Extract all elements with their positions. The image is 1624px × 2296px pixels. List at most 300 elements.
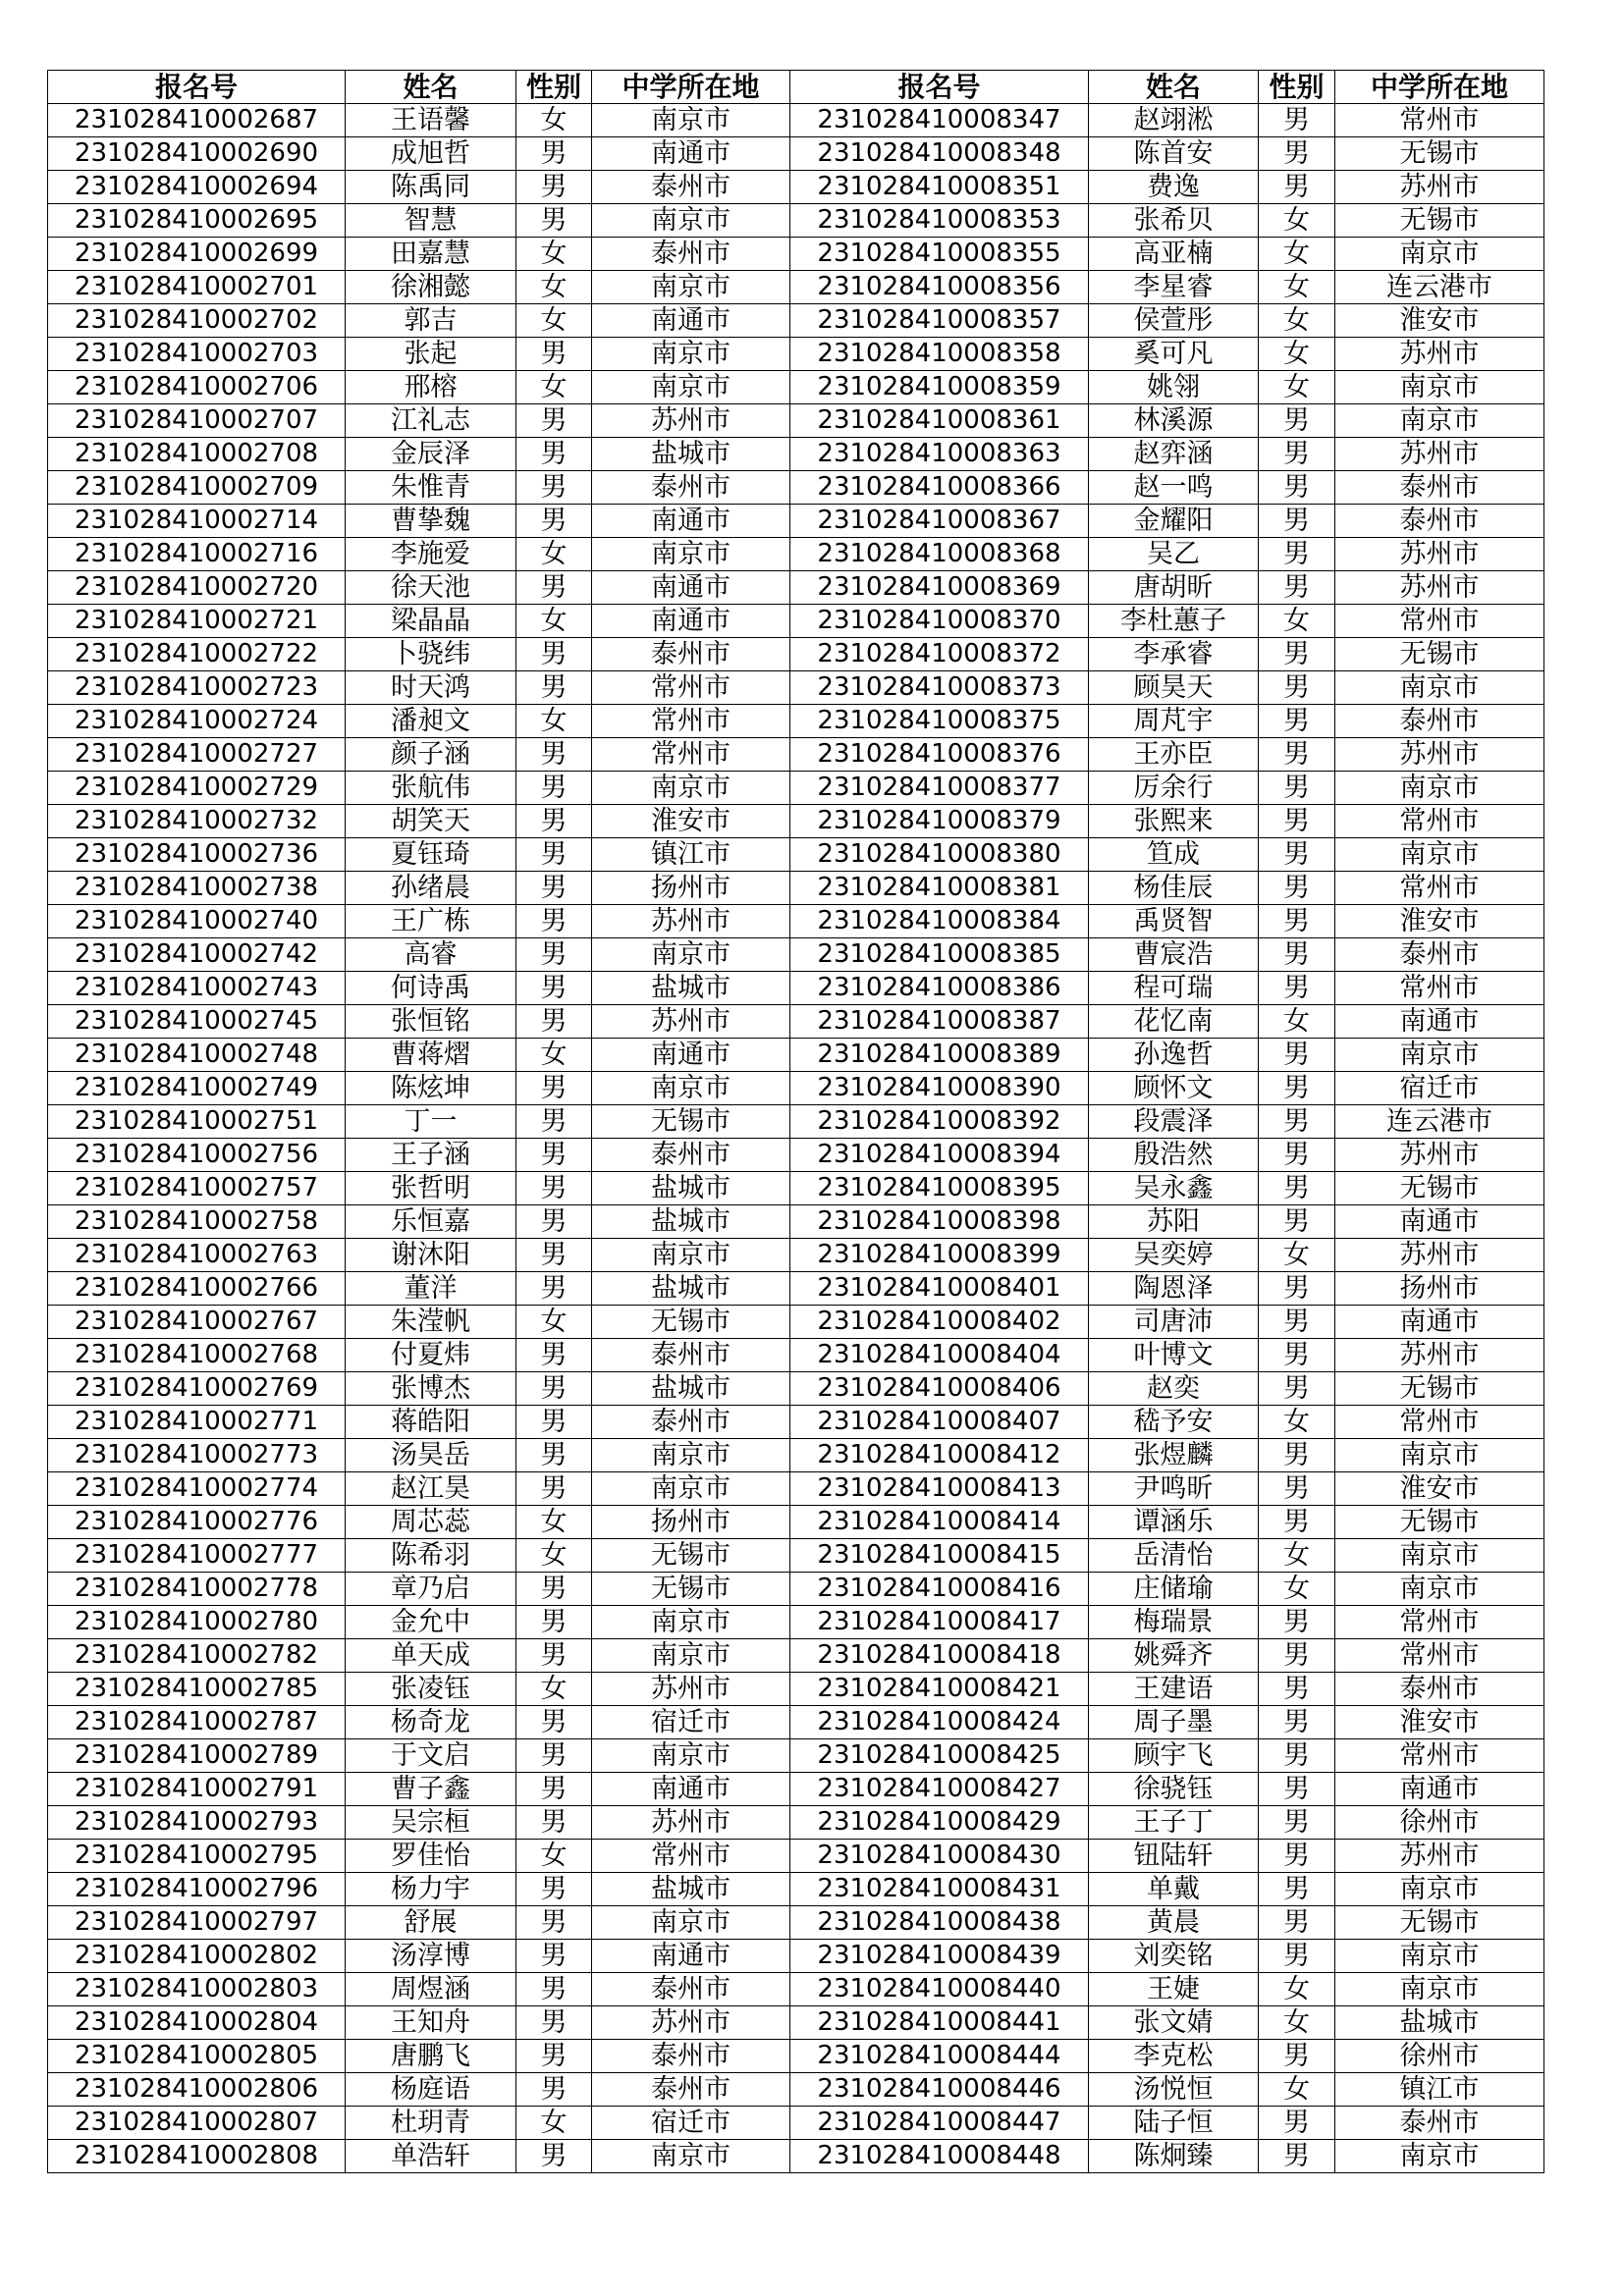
table-row <box>48 1306 1544 1339</box>
cell-gender: 女 <box>516 371 592 404</box>
cell-school-location: 连云港市 <box>1335 1105 1544 1139</box>
cell-registration-number: 231028410008351 <box>790 171 1089 204</box>
cell-gender: 女 <box>1259 2006 1335 2040</box>
cell-gender: 男 <box>516 505 592 538</box>
cell-gender: 男 <box>1259 104 1335 137</box>
cell-name: 高亚楠 <box>1089 238 1259 271</box>
cell-name: 梁晶晶 <box>346 605 516 638</box>
cell-gender: 男 <box>516 1272 592 1306</box>
cell-gender: 男 <box>1259 772 1335 805</box>
cell-registration-number: 231028410002687 <box>48 104 346 137</box>
cell-registration-number: 231028410008404 <box>790 1339 1089 1372</box>
cell-name: 周芯蕊 <box>346 1506 516 1539</box>
table-row <box>48 772 1544 805</box>
cell-name: 杨力宇 <box>346 1873 516 1906</box>
table-row <box>48 571 1544 605</box>
cell-name: 赵一鸣 <box>1089 471 1259 505</box>
cell-registration-number: 231028410008358 <box>790 338 1089 371</box>
cell-gender: 男 <box>1259 1172 1335 1205</box>
cell-registration-number: 231028410008415 <box>790 1539 1089 1573</box>
cell-gender: 男 <box>516 471 592 505</box>
cell-gender: 男 <box>516 905 592 938</box>
table-row <box>48 171 1544 204</box>
cell-registration-number: 231028410002757 <box>48 1172 346 1205</box>
cell-gender: 男 <box>516 171 592 204</box>
cell-name: 吴宗桓 <box>346 1806 516 1840</box>
cell-school-location: 扬州市 <box>592 1506 790 1539</box>
cell-name: 章乃启 <box>346 1573 516 1606</box>
cell-gender: 女 <box>516 1673 592 1706</box>
cell-school-location: 苏州市 <box>1335 1239 1544 1272</box>
cell-school-location: 泰州市 <box>592 1973 790 2006</box>
cell-registration-number: 231028410002780 <box>48 1606 346 1639</box>
cell-school-location: 苏州市 <box>1335 338 1544 371</box>
cell-gender: 男 <box>516 438 592 471</box>
table-row <box>48 1406 1544 1439</box>
cell-name: 朱惟青 <box>346 471 516 505</box>
cell-gender: 女 <box>516 1539 592 1573</box>
cell-gender: 男 <box>516 772 592 805</box>
cell-school-location: 盐城市 <box>592 1372 790 1406</box>
cell-name: 舒展 <box>346 1906 516 1940</box>
table-row <box>48 1139 1544 1172</box>
table-row <box>48 1639 1544 1673</box>
cell-name: 花忆南 <box>1089 1005 1259 1039</box>
cell-name: 丁一 <box>346 1105 516 1139</box>
cell-registration-number: 231028410002729 <box>48 772 346 805</box>
cell-name: 夏钰琦 <box>346 838 516 872</box>
cell-name: 顾怀文 <box>1089 1072 1259 1105</box>
cell-school-location: 无锡市 <box>1335 1506 1544 1539</box>
cell-school-location: 南京市 <box>1335 772 1544 805</box>
cell-gender: 男 <box>516 2073 592 2107</box>
table-row <box>48 2140 1544 2173</box>
cell-gender: 男 <box>1259 1706 1335 1739</box>
cell-gender: 女 <box>516 271 592 304</box>
cell-school-location: 苏州市 <box>1335 538 1544 571</box>
cell-name: 王婕 <box>1089 1973 1259 2006</box>
cell-school-location: 泰州市 <box>1335 1673 1544 1706</box>
table-row <box>48 137 1544 171</box>
cell-name: 董洋 <box>346 1272 516 1306</box>
cell-gender: 女 <box>1259 304 1335 338</box>
cell-name: 李星睿 <box>1089 271 1259 304</box>
cell-gender: 男 <box>1259 1806 1335 1840</box>
cell-registration-number: 231028410002807 <box>48 2107 346 2140</box>
cell-gender: 男 <box>1259 638 1335 671</box>
cell-gender: 男 <box>1259 1339 1335 1372</box>
cell-gender: 女 <box>1259 2073 1335 2107</box>
cell-school-location: 泰州市 <box>1335 505 1544 538</box>
cell-school-location: 南通市 <box>592 137 790 171</box>
cell-school-location: 镇江市 <box>1335 2073 1544 2107</box>
cell-registration-number: 231028410008429 <box>790 1806 1089 1840</box>
cell-name: 费逸 <box>1089 171 1259 204</box>
cell-registration-number: 231028410002802 <box>48 1940 346 1973</box>
cell-gender: 女 <box>516 104 592 137</box>
cell-registration-number: 231028410002777 <box>48 1539 346 1573</box>
cell-school-location: 南京市 <box>592 1906 790 1940</box>
table-row <box>48 1873 1544 1906</box>
cell-name: 庄储瑜 <box>1089 1573 1259 1606</box>
cell-name: 谭涵乐 <box>1089 1506 1259 1539</box>
cell-name: 李施爱 <box>346 538 516 571</box>
cell-school-location: 淮安市 <box>1335 1706 1544 1739</box>
table-row <box>48 1072 1544 1105</box>
cell-name: 罗佳怡 <box>346 1840 516 1873</box>
cell-school-location: 扬州市 <box>592 872 790 905</box>
cell-gender: 女 <box>516 304 592 338</box>
table-row <box>48 1506 1544 1539</box>
table-row <box>48 1806 1544 1840</box>
cell-gender: 女 <box>516 1306 592 1339</box>
cell-name: 赵弈涵 <box>1089 438 1259 471</box>
cell-gender: 男 <box>516 872 592 905</box>
cell-gender: 男 <box>516 938 592 972</box>
cell-school-location: 南京市 <box>1335 1940 1544 1973</box>
table-row <box>48 1105 1544 1139</box>
cell-registration-number: 231028410002769 <box>48 1372 346 1406</box>
cell-gender: 男 <box>1259 1940 1335 1973</box>
cell-gender: 男 <box>516 1940 592 1973</box>
cell-school-location: 宿迁市 <box>592 1706 790 1739</box>
table-row <box>48 2006 1544 2040</box>
cell-name: 张希贝 <box>1089 204 1259 238</box>
cell-gender: 男 <box>516 338 592 371</box>
cell-gender: 男 <box>516 1005 592 1039</box>
header-row <box>48 71 1544 104</box>
cell-registration-number: 231028410002778 <box>48 1573 346 1606</box>
cell-name: 唐鹏飞 <box>346 2040 516 2073</box>
cell-registration-number: 231028410002706 <box>48 371 346 404</box>
cell-gender: 女 <box>1259 605 1335 638</box>
cell-registration-number: 231028410008361 <box>790 404 1089 438</box>
cell-school-location: 南通市 <box>1335 1773 1544 1806</box>
cell-gender: 男 <box>1259 404 1335 438</box>
cell-registration-number: 231028410002774 <box>48 1472 346 1506</box>
cell-gender: 女 <box>1259 238 1335 271</box>
cell-registration-number: 231028410002749 <box>48 1072 346 1105</box>
cell-registration-number: 231028410002756 <box>48 1139 346 1172</box>
cell-school-location: 泰州市 <box>1335 938 1544 972</box>
cell-school-location: 南通市 <box>1335 1005 1544 1039</box>
cell-registration-number: 231028410008402 <box>790 1306 1089 1339</box>
cell-name: 陶恩泽 <box>1089 1272 1259 1306</box>
cell-school-location: 盐城市 <box>1335 2006 1544 2040</box>
cell-name: 陈禹同 <box>346 171 516 204</box>
table-row <box>48 538 1544 571</box>
cell-gender: 男 <box>1259 838 1335 872</box>
cell-name: 曹子鑫 <box>346 1773 516 1806</box>
cell-name: 高睿 <box>346 938 516 972</box>
cell-name: 成旭哲 <box>346 137 516 171</box>
cell-name: 张凌钰 <box>346 1673 516 1706</box>
cell-name: 金允中 <box>346 1606 516 1639</box>
cell-gender: 男 <box>1259 705 1335 738</box>
cell-gender: 男 <box>1259 805 1335 838</box>
cell-registration-number: 231028410002767 <box>48 1306 346 1339</box>
table-row <box>48 1039 1544 1072</box>
table-row <box>48 1272 1544 1306</box>
cell-registration-number: 231028410008392 <box>790 1105 1089 1139</box>
cell-gender: 男 <box>516 137 592 171</box>
cell-school-location: 无锡市 <box>592 1105 790 1139</box>
cell-school-location: 南京市 <box>592 1606 790 1639</box>
cell-gender: 女 <box>1259 1406 1335 1439</box>
cell-name: 江礼志 <box>346 404 516 438</box>
cell-gender: 男 <box>516 1806 592 1840</box>
cell-school-location: 徐州市 <box>1335 2040 1544 2073</box>
cell-name: 吴永鑫 <box>1089 1172 1259 1205</box>
cell-school-location: 南京市 <box>1335 238 1544 271</box>
cell-name: 刘奕铭 <box>1089 1940 1259 1973</box>
cell-name: 汤昊岳 <box>346 1439 516 1472</box>
cell-school-location: 南京市 <box>592 204 790 238</box>
cell-gender: 男 <box>516 1472 592 1506</box>
cell-gender: 女 <box>516 2107 592 2140</box>
cell-school-location: 南京市 <box>1335 838 1544 872</box>
cell-gender: 男 <box>516 805 592 838</box>
cell-school-location: 泰州市 <box>1335 471 1544 505</box>
cell-school-location: 苏州市 <box>592 1806 790 1840</box>
cell-registration-number: 231028410008439 <box>790 1940 1089 1973</box>
cell-registration-number: 231028410002738 <box>48 872 346 905</box>
cell-registration-number: 231028410008407 <box>790 1406 1089 1439</box>
cell-gender: 女 <box>1259 338 1335 371</box>
table-row <box>48 204 1544 238</box>
cell-gender: 男 <box>516 738 592 772</box>
cell-registration-number: 231028410002703 <box>48 338 346 371</box>
cell-gender: 男 <box>516 1372 592 1406</box>
cell-registration-number: 231028410002763 <box>48 1239 346 1272</box>
cell-registration-number: 231028410008447 <box>790 2107 1089 2140</box>
cell-gender: 女 <box>1259 1005 1335 1039</box>
cell-registration-number: 231028410008355 <box>790 238 1089 271</box>
table-row <box>48 905 1544 938</box>
table-row <box>48 1673 1544 1706</box>
cell-name: 单浩轩 <box>346 2140 516 2173</box>
cell-school-location: 苏州市 <box>592 404 790 438</box>
cell-school-location: 无锡市 <box>592 1573 790 1606</box>
cell-name: 笪成 <box>1089 838 1259 872</box>
cell-name: 厉余行 <box>1089 772 1259 805</box>
cell-name: 禹贤智 <box>1089 905 1259 938</box>
table-row <box>48 1906 1544 1940</box>
cell-school-location: 苏州市 <box>1335 738 1544 772</box>
header-registration-number: 报名号 <box>48 71 346 104</box>
cell-gender: 女 <box>516 705 592 738</box>
cell-gender: 男 <box>1259 872 1335 905</box>
cell-school-location: 南通市 <box>592 505 790 538</box>
cell-school-location: 南通市 <box>1335 1205 1544 1239</box>
table-row <box>48 605 1544 638</box>
cell-name: 程可瑞 <box>1089 972 1259 1005</box>
table-row <box>48 1773 1544 1806</box>
cell-registration-number: 231028410002695 <box>48 204 346 238</box>
cell-school-location: 南京市 <box>592 1072 790 1105</box>
cell-gender: 男 <box>1259 1840 1335 1873</box>
cell-school-location: 泰州市 <box>592 2073 790 2107</box>
cell-gender: 男 <box>516 1205 592 1239</box>
table-row <box>48 271 1544 304</box>
cell-gender: 男 <box>1259 1439 1335 1472</box>
table-row <box>48 938 1544 972</box>
cell-school-location: 常州市 <box>1335 605 1544 638</box>
table-row <box>48 338 1544 371</box>
cell-registration-number: 231028410002743 <box>48 972 346 1005</box>
cell-school-location: 南京市 <box>1335 404 1544 438</box>
cell-gender: 女 <box>516 238 592 271</box>
cell-registration-number: 231028410008438 <box>790 1906 1089 1940</box>
roster-table <box>47 70 1544 2173</box>
header-school-location: 中学所在地 <box>592 71 790 104</box>
cell-school-location: 常州市 <box>1335 1406 1544 1439</box>
cell-name: 胡笑天 <box>346 805 516 838</box>
cell-gender: 男 <box>516 671 592 705</box>
cell-registration-number: 231028410002732 <box>48 805 346 838</box>
cell-school-location: 徐州市 <box>1335 1806 1544 1840</box>
cell-name: 梅瑞景 <box>1089 1606 1259 1639</box>
cell-registration-number: 231028410002791 <box>48 1773 346 1806</box>
cell-school-location: 南京市 <box>1335 2140 1544 2173</box>
cell-gender: 男 <box>516 204 592 238</box>
cell-registration-number: 231028410002724 <box>48 705 346 738</box>
cell-gender: 男 <box>1259 1639 1335 1673</box>
cell-school-location: 扬州市 <box>1335 1272 1544 1306</box>
cell-school-location: 泰州市 <box>592 1339 790 1372</box>
cell-registration-number: 231028410008348 <box>790 137 1089 171</box>
cell-school-location: 南京市 <box>1335 1573 1544 1606</box>
cell-gender: 男 <box>516 1072 592 1105</box>
cell-gender: 男 <box>1259 1472 1335 1506</box>
cell-name: 杨庭语 <box>346 2073 516 2107</box>
cell-registration-number: 231028410008390 <box>790 1072 1089 1105</box>
cell-school-location: 泰州市 <box>592 638 790 671</box>
cell-school-location: 常州市 <box>592 671 790 705</box>
cell-school-location: 盐城市 <box>592 1272 790 1306</box>
cell-school-location: 盐城市 <box>592 1873 790 1906</box>
cell-gender: 男 <box>516 1139 592 1172</box>
table-row <box>48 371 1544 404</box>
cell-school-location: 南京市 <box>1335 1039 1544 1072</box>
cell-gender: 男 <box>516 1639 592 1673</box>
cell-registration-number: 231028410008370 <box>790 605 1089 638</box>
cell-name: 邢榕 <box>346 371 516 404</box>
cell-name: 于文启 <box>346 1739 516 1773</box>
cell-gender: 男 <box>516 404 592 438</box>
cell-registration-number: 231028410008406 <box>790 1372 1089 1406</box>
cell-school-location: 苏州市 <box>592 1005 790 1039</box>
cell-name: 徐天池 <box>346 571 516 605</box>
cell-name: 谢沐阳 <box>346 1239 516 1272</box>
cell-school-location: 淮安市 <box>1335 1472 1544 1506</box>
table-row <box>48 1339 1544 1372</box>
cell-name: 陈希羽 <box>346 1539 516 1573</box>
cell-school-location: 常州市 <box>592 738 790 772</box>
cell-name: 李克松 <box>1089 2040 1259 2073</box>
cell-school-location: 泰州市 <box>592 2040 790 2073</box>
cell-school-location: 南京市 <box>592 2140 790 2173</box>
cell-registration-number: 231028410002771 <box>48 1406 346 1439</box>
cell-gender: 男 <box>1259 505 1335 538</box>
cell-name: 卜骁纬 <box>346 638 516 671</box>
cell-registration-number: 231028410008377 <box>790 772 1089 805</box>
cell-gender: 男 <box>1259 1272 1335 1306</box>
cell-name: 王亦臣 <box>1089 738 1259 772</box>
cell-gender: 男 <box>1259 738 1335 772</box>
cell-gender: 男 <box>516 1739 592 1773</box>
cell-registration-number: 231028410008369 <box>790 571 1089 605</box>
cell-registration-number: 231028410008353 <box>790 204 1089 238</box>
cell-registration-number: 231028410008413 <box>790 1472 1089 1506</box>
cell-name: 尹鸣昕 <box>1089 1472 1259 1506</box>
cell-school-location: 盐城市 <box>592 1172 790 1205</box>
cell-school-location: 盐城市 <box>592 1205 790 1239</box>
cell-name: 陈炫坤 <box>346 1072 516 1105</box>
cell-registration-number: 231028410008444 <box>790 2040 1089 2073</box>
cell-school-location: 淮安市 <box>1335 304 1544 338</box>
cell-name: 孙绪晨 <box>346 872 516 905</box>
cell-registration-number: 231028410008368 <box>790 538 1089 571</box>
cell-name: 司唐沛 <box>1089 1306 1259 1339</box>
cell-name: 殷浩然 <box>1089 1139 1259 1172</box>
cell-name: 王语馨 <box>346 104 516 137</box>
cell-registration-number: 231028410008356 <box>790 271 1089 304</box>
cell-name: 颜子涵 <box>346 738 516 772</box>
cell-registration-number: 231028410002701 <box>48 271 346 304</box>
table-row <box>48 1472 1544 1506</box>
cell-gender: 男 <box>1259 1773 1335 1806</box>
table-row <box>48 1706 1544 1739</box>
cell-registration-number: 231028410008381 <box>790 872 1089 905</box>
cell-name: 李承睿 <box>1089 638 1259 671</box>
cell-gender: 男 <box>1259 538 1335 571</box>
cell-school-location: 无锡市 <box>1335 1172 1544 1205</box>
cell-name: 汤淳博 <box>346 1940 516 1973</box>
table-row <box>48 104 1544 137</box>
cell-registration-number: 231028410008389 <box>790 1039 1089 1072</box>
cell-school-location: 无锡市 <box>1335 638 1544 671</box>
cell-name: 侯萱彤 <box>1089 304 1259 338</box>
cell-school-location: 南京市 <box>592 1739 790 1773</box>
cell-school-location: 无锡市 <box>592 1306 790 1339</box>
cell-school-location: 宿迁市 <box>592 2107 790 2140</box>
cell-name: 单天成 <box>346 1639 516 1673</box>
cell-name: 潘昶文 <box>346 705 516 738</box>
cell-name: 吴乙 <box>1089 538 1259 571</box>
cell-school-location: 南京市 <box>592 371 790 404</box>
cell-registration-number: 231028410008395 <box>790 1172 1089 1205</box>
cell-school-location: 南京市 <box>1335 1539 1544 1573</box>
cell-name: 汤悦恒 <box>1089 2073 1259 2107</box>
cell-school-location: 常州市 <box>1335 972 1544 1005</box>
cell-registration-number: 231028410002699 <box>48 238 346 271</box>
cell-name: 张恒铭 <box>346 1005 516 1039</box>
cell-name: 赵江昊 <box>346 1472 516 1506</box>
cell-registration-number: 231028410002795 <box>48 1840 346 1873</box>
cell-name: 陈炯臻 <box>1089 2140 1259 2173</box>
cell-school-location: 盐城市 <box>592 438 790 471</box>
cell-gender: 女 <box>516 605 592 638</box>
cell-school-location: 苏州市 <box>592 1673 790 1706</box>
header-school-location: 中学所在地 <box>1335 71 1544 104</box>
cell-school-location: 常州市 <box>1335 104 1544 137</box>
cell-school-location: 南通市 <box>592 605 790 638</box>
table-row <box>48 238 1544 271</box>
cell-registration-number: 231028410008379 <box>790 805 1089 838</box>
cell-school-location: 南通市 <box>592 304 790 338</box>
cell-registration-number: 231028410008385 <box>790 938 1089 972</box>
